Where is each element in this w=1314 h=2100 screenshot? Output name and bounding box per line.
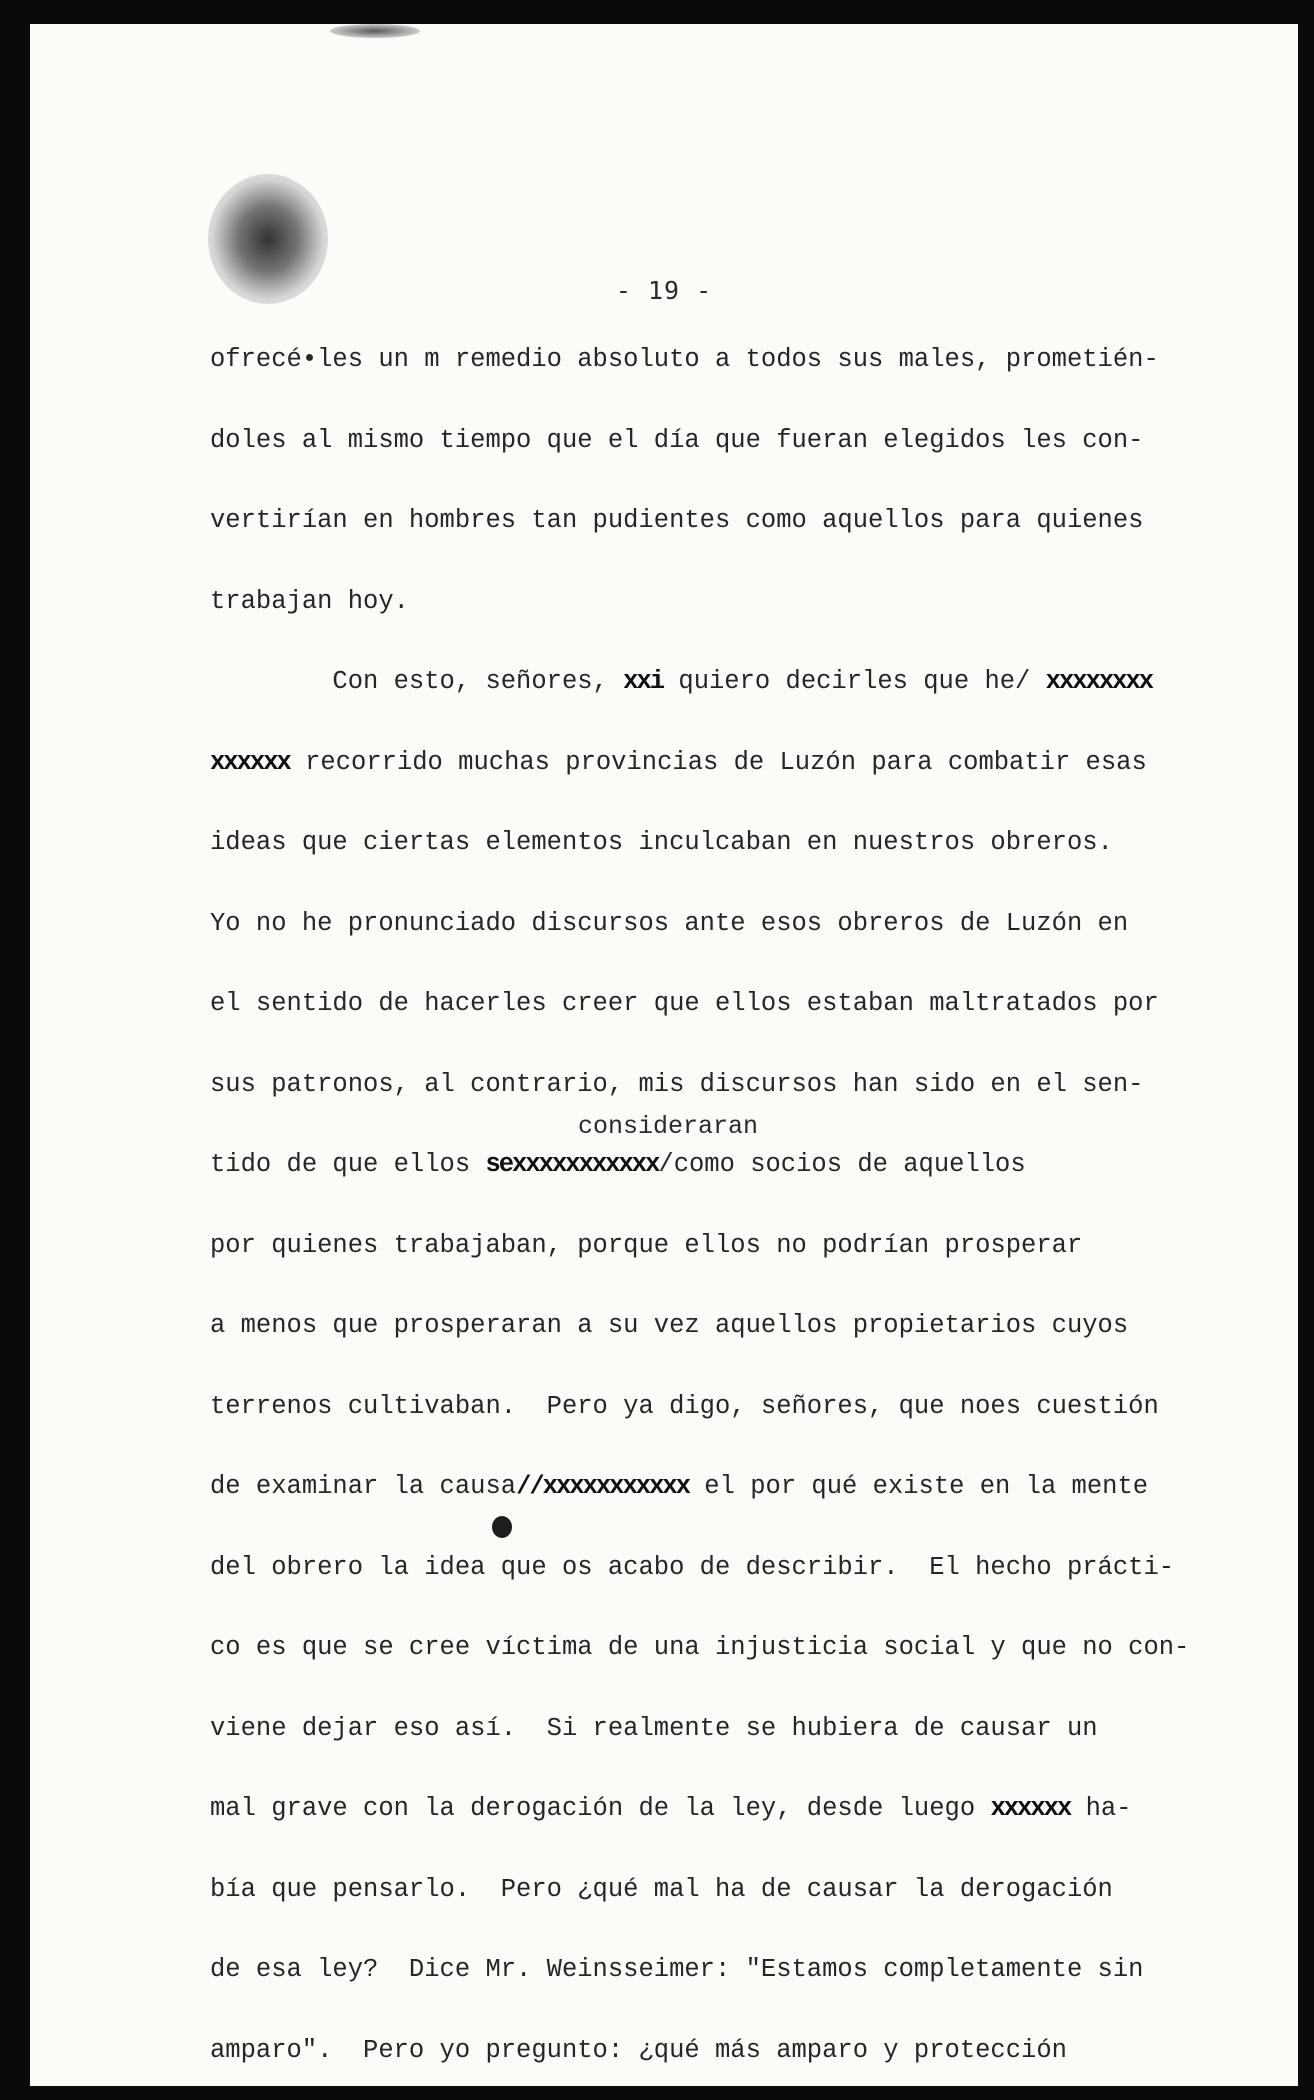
ink-dot <box>492 1516 512 1538</box>
text-line: sus patronos, al contrario, mis discursos han sido en el sen- <box>210 1069 1144 1099</box>
interlinear-correction: consideraran <box>578 1112 759 1141</box>
line-text: mal grave con la derogación de la ley, desde luego <box>210 1794 991 1823</box>
text-line: ofrecé•les un m remedio absoluto a todos sus males, prometién- <box>210 345 1159 374</box>
text-line: por quienes trabajaban, porque ellos no podrían prosperar <box>210 1230 1083 1260</box>
text-line <box>210 664 1250 745</box>
line-text: de examinar la causa <box>210 1472 517 1501</box>
struck-text: sexxxxxxxxxxx <box>485 1150 659 1179</box>
struck-text: xxxxxx <box>990 1794 1071 1823</box>
line-text: el por qué existe en la mente <box>689 1472 1149 1501</box>
document-page <box>30 24 1298 2086</box>
top-smudge <box>330 24 420 38</box>
text-line <box>210 1469 1250 1550</box>
line-text: ha- <box>1070 1794 1132 1823</box>
text-line: amparo". Pero yo pregunto: ¿qué más amparo y protección <box>210 2035 1067 2065</box>
struck-text: xxi <box>623 667 664 696</box>
text-line <box>210 1112 1250 1228</box>
text-line: a menos que prosperaran a su vez aquellos propietarios cuyos <box>210 1311 1129 1340</box>
text-line: doles al mismo tiempo que el día que fueran elegidos les con- <box>210 425 1144 455</box>
page-number: - 19 - <box>615 276 713 305</box>
text-line: trabajan hoy. <box>210 586 409 616</box>
line-text: Con esto, señores, <box>210 667 624 696</box>
line-text: /como socios de aquellos <box>658 1150 1026 1179</box>
struck-text: xxxxxxxx <box>1045 667 1153 696</box>
text-line: ideas que ciertas elementos inculcaban en nuestros obreros. <box>210 828 1113 857</box>
struck-text: xxxxxx <box>210 747 290 777</box>
text-line: de esa ley? Dice Mr. Weinsseimer: "Estamos completamente sin <box>210 1955 1144 1984</box>
body-text <box>210 342 1250 2086</box>
text-line: el sentido de hacerles creer que ellos estaban maltratados por <box>210 989 1159 1018</box>
text-line: bía que pensarlo. Pero ¿qué mal ha de causar la derogación <box>210 1874 1113 1904</box>
line-text: quiero decirles que he/ <box>663 667 1046 696</box>
text-line: Yo no he pronunciado discursos ante esos obreros de Luzón en <box>210 908 1129 938</box>
text-line: del obrero la idea que os acabo de describir. El hecho prácti- <box>210 1552 1175 1582</box>
text-line: vertirían en hombres tan pudientes como aquellos para quienes <box>210 506 1144 535</box>
text-line: terrenos cultivaban. Pero ya digo, señores, que noes cuestión <box>210 1391 1159 1421</box>
text-line: co es que se cree víctima de una injusticia social y que no con- <box>210 1633 1190 1662</box>
text-line: viene dejar eso así. Si realmente se hubiera de causar un <box>210 1713 1098 1743</box>
text-line: xxxxxx recorrido muchas provincias de Luzón para combatir esas <box>210 747 1147 777</box>
text-line <box>210 1791 1250 1872</box>
struck-text: //xxxxxxxxxxx <box>516 1472 689 1501</box>
line-text: tido de que ellos <box>210 1150 486 1179</box>
